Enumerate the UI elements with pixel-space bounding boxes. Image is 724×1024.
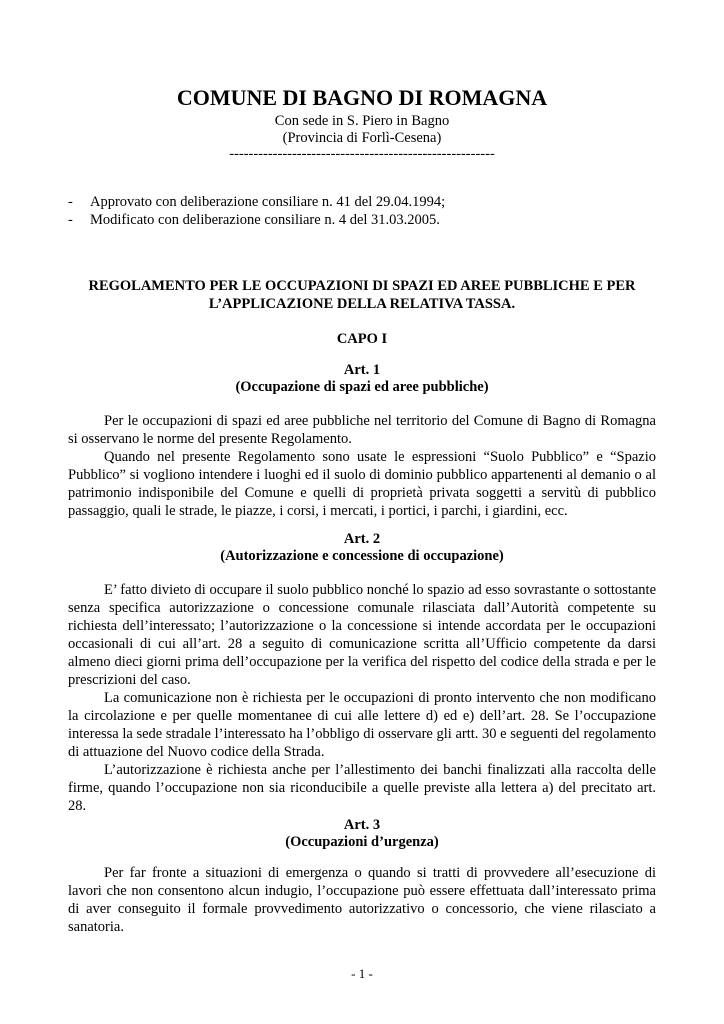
header-separator: ------------------------------------------------------- <box>229 146 495 162</box>
paragraph: L’autorizzazione è richiesta anche per l’allestimento dei banchi finalizzati alla raccolta delle firme, quando l’occupazione non sia riconducibile a quelle previste alla lettera a) del precitato art. 28. <box>68 762 656 814</box>
paragraph: E’ fatto divieto di occupare il suolo pubblico nonché lo spazio ad esso sovrastante o sottostante senza specifica autorizzazione o concessione comunale rilasciata dall’Autorità competente su richiesta dell’interessato; l’autorizzazione o la concessione si intende accordata per le occupazioni occasionali di cui all’art. 28 a seguito di comunicazione scritta all’Ufficio competente da darsi almeno dieci giorni prima dell’occupazione per la verifica del rispetto del codice della strada e per le prescrizioni del caso. <box>68 582 656 688</box>
article-heading: (Occupazione di spazi ed aree pubbliche) <box>235 379 489 395</box>
approval-item <box>68 193 668 211</box>
list-dash: - <box>68 212 73 228</box>
article-number: Art. 2 <box>343 531 381 547</box>
approval-list <box>68 193 668 229</box>
article-number: Art. 3 <box>343 817 381 833</box>
municipality-title: COMUNE DI BAGNO DI ROMAGNA <box>176 85 548 110</box>
article-body <box>68 412 656 520</box>
article-body <box>68 864 656 936</box>
province-line: (Provincia di Forlì-Cesena) <box>282 130 442 146</box>
article-heading: (Occupazioni d’urgenza) <box>285 834 439 850</box>
article-heading: (Autorizzazione e concessione di occupazione) <box>220 548 504 564</box>
list-dash: - <box>68 194 73 210</box>
article-number: Art. 1 <box>343 362 381 378</box>
regulation-title: REGOLAMENTO PER LE OCCUPAZIONI DI SPAZI ED AREE PUBBLICHE E PER L’APPLICAZIONE DELLA RELATIVA TASSA. <box>88 278 636 312</box>
page-number: - 1 - <box>351 966 373 981</box>
paragraph: La comunicazione non è richiesta per le occupazioni di pronto intervento che non modificano la circolazione e per quelle momentanee di cui alle lettere d) ed e) dell’art. 28. Se l’occupazione interessa la sede stradale l’interessato ha l’obbligo di osservare gli artt. 30 e seguenti del regolamento di attuazione del Nuovo codice della Strada. <box>68 690 656 760</box>
paragraph: Per le occupazioni di spazi ed aree pubbliche nel territorio del Comune di Bagno di Romagna si osservano le norme del presente Regolamento. <box>68 413 656 447</box>
chapter-heading: CAPO I <box>336 331 388 347</box>
approval-text: Modificato con deliberazione consiliare n. 4 del 31.03.2005. <box>90 212 440 228</box>
approval-text: Approvato con deliberazione consiliare n. 41 del 29.04.1994; <box>90 194 446 210</box>
paragraph: Per far fronte a situazioni di emergenza o quando si tratti di provvedere all’esecuzione di lavori che non consentono alcun indugio, l’occupazione può essere effettuata dall’interessato prima di aver conseguito il formale provvedimento autorizzativo o concessorio, che viene rilasciato a sanatoria. <box>68 865 656 935</box>
paragraph: Quando nel presente Regolamento sono usate le espressioni “Suolo Pubblico” e “Spazio Pubblico” si vogliono intendere i luoghi ed il suolo di dominio pubblico appartenenti al demanio o al patrimonio indisponibile del Comune e quelli di proprietà privata soggetti a servitù di pubblico passaggio, quali le strade, le piazze, i corsi, i mercati, i portici, i parchi, i giardini, ecc. <box>68 449 656 519</box>
approval-item <box>68 211 668 229</box>
article-body <box>68 581 656 815</box>
seat-line: Con sede in S. Piero in Bagno <box>274 113 450 129</box>
